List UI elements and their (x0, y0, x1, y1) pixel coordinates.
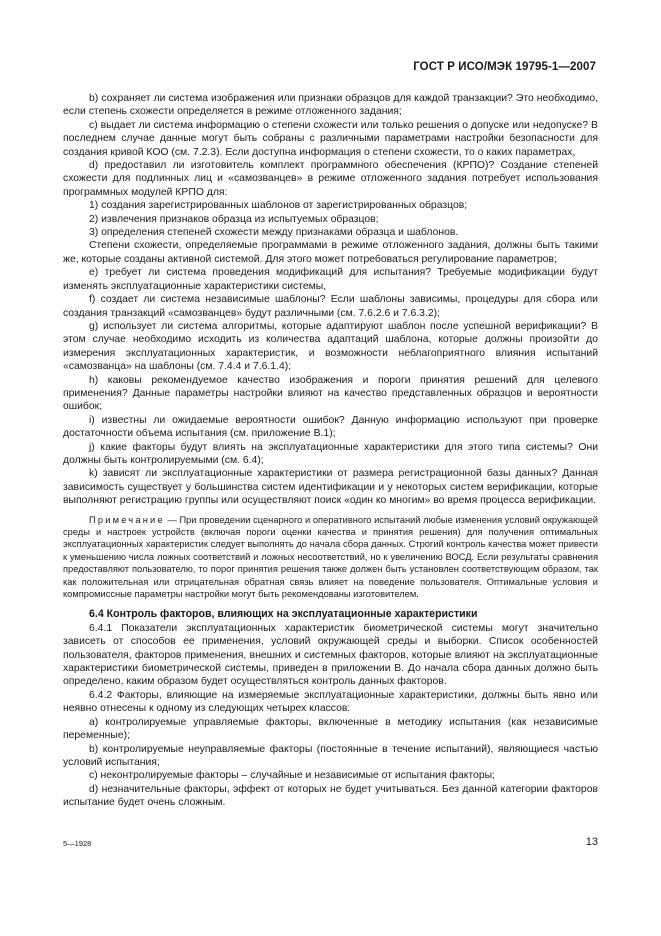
list-item: 1) создания зарегистрированных шаблонов от зарегистрированных образцов; (89, 200, 468, 212)
document-body (63, 92, 598, 810)
paragraph: e) требует ли система проведения модификаций для испытания? Требуемые модификации будут изменять эксплуатационные характеристики системы, (63, 267, 598, 292)
paragraph: 6.4.2 Факторы, влияющие на измеряемые эксплуатационные характеристики, должны быть явно или неявно отнесены к одному из следующих четырех классов: (63, 689, 598, 715)
note-label: Примечание (89, 514, 165, 525)
section-heading: 6.4 Контроль факторов, влияющих на эксплуатационные характеристики (89, 608, 478, 621)
paragraph: 6.4.1 Показатели эксплуатационных характеристик биометрической системы могут значительно зависеть от способов ее применения, условий окружающей среды и выборки. Список особенностей пользователя, факторов применения, внешних и системных факторов, которые влияют на эксплуатационные характеристики биометрической системы, приведен в приложении В. До начала сбора данных должно быть определено, каким образом будет осуществляться контроль данных факторов. (63, 622, 598, 688)
note (63, 514, 598, 601)
paragraph: b) сохраняет ли система изображения или признаки образцов для каждой транзакции? Это необходимо, если степень схожести определяется в режиме отложенного задания; (63, 93, 598, 118)
paragraph: i) известны ли ожидаемые вероятности ошибок? Данную информацию используют при проверке достаточности объема испытания (см. приложение В.1); (63, 414, 598, 440)
note-text: — При проведении сценарного и оперативного испытаний любые изменения условий окружающей среды и настроек устройств (включая пороги оценки качества и принятия решения) для получения оптимальных эксплуатационных характеристик следует выполнять до начала сбора данных. Строгий контроль качества может привести к уменьшению числа ложных соответствий и ложных несоответствий, но к увеличению ВОСД. Если результаты сравнения предоставляют пользователю, то порог принятия решения также должен быть установлен соответствующим образом, так как положительная или отрицательная обратная связь влияет на поведение пользователя. Оптимальные условия и компромиссные параметры настройки могут быть рекомендованы изготовителем. (63, 514, 598, 600)
paragraph: h) каковы рекомендуемое качество изображения и пороги принятия решений для целевого применения? Данные параметры настройки влияют на качество представленных образцов и вероятности ошибок; (63, 374, 598, 413)
list-item: b) контролируемые неуправляемые факторы (постоянные в течение испытаний), являющиеся частью условий испытания; (63, 743, 598, 768)
paragraph: g) использует ли система алгоритмы, которые адаптируют шаблон после успешной верификации? В этом случае необходимо исходить из количества адаптаций шаблона, которые должны произойти до измерения эксплуатационных характеристик, и возможности неблагоприятного влияния испытаний «самозванца» на шаблоны (см. 7.4.4 и 7.6.1.4); (63, 320, 598, 373)
print-code: 5—1928 (63, 839, 92, 848)
page-header: ГОСТ Р ИСО/МЭК 19795-1—2007 (413, 61, 596, 73)
list-item: d) незначительные факторы, эффект от которых не будет учитываться. Без данной категории факторов испытание будет очень сложным. (63, 783, 598, 809)
list-item: 2) извлечения признаков образца из испытуемых образцов; (89, 213, 379, 225)
paragraph: j) какие факторы будут влиять на эксплуатационные характеристики для этого типа системы? Они должны быть контролируемыми (см. 6.4); (63, 441, 598, 466)
paragraph: f) создает ли система независимые шаблоны? Если шаблоны зависимы, процедуры для сбора или создания транзакций «самозванцев» будут различными (см. 7.6.2.6 и 7.6.3.2); (63, 294, 598, 319)
paragraph: c) выдает ли система информацию о степени схожести или только решения о допуске или недопуске? В последнем случае данные могут быть собраны с различными параметрами настройки безопасности для создания кривой КОО (см. 7.2.3). Если доступна информация о степени схожести, то о каких параметрах, (63, 119, 598, 158)
list-item: 3) определения степеней схожести между признаками образца и шаблонов. (89, 227, 459, 239)
list-item: a) контролируемые управляемые факторы, включенные в методику испытания (как независимые переменные); (63, 716, 598, 742)
paragraph: Степени схожести, определяемые программами в режиме отложенного задания, должны быть такими же, которые созданы активной системой. Для этого может потребоваться регулирование параметров; (63, 240, 598, 265)
list-item: c) неконтролируемые факторы – случайные и независимые от испытания факторы; (89, 770, 495, 782)
paragraph: k) зависят ли эксплуатационные характеристики от размера регистрационной базы данных? Данная зависимость существует у большинства систем идентификации и у некоторых систем верификации, которые выполняют регистрацию группы или осуществляют поиск «один ко многим» во время процесса верификации. (63, 468, 598, 507)
page-number: 13 (585, 836, 598, 848)
paragraph: d) предоставил ли изготовитель комплект программного обеспечения (КРПО)? Создание степеней схожести для подлинных лиц и «самозванцев» в режиме отложенного задания потребует использования программных модулей КРПО для: (63, 160, 598, 198)
